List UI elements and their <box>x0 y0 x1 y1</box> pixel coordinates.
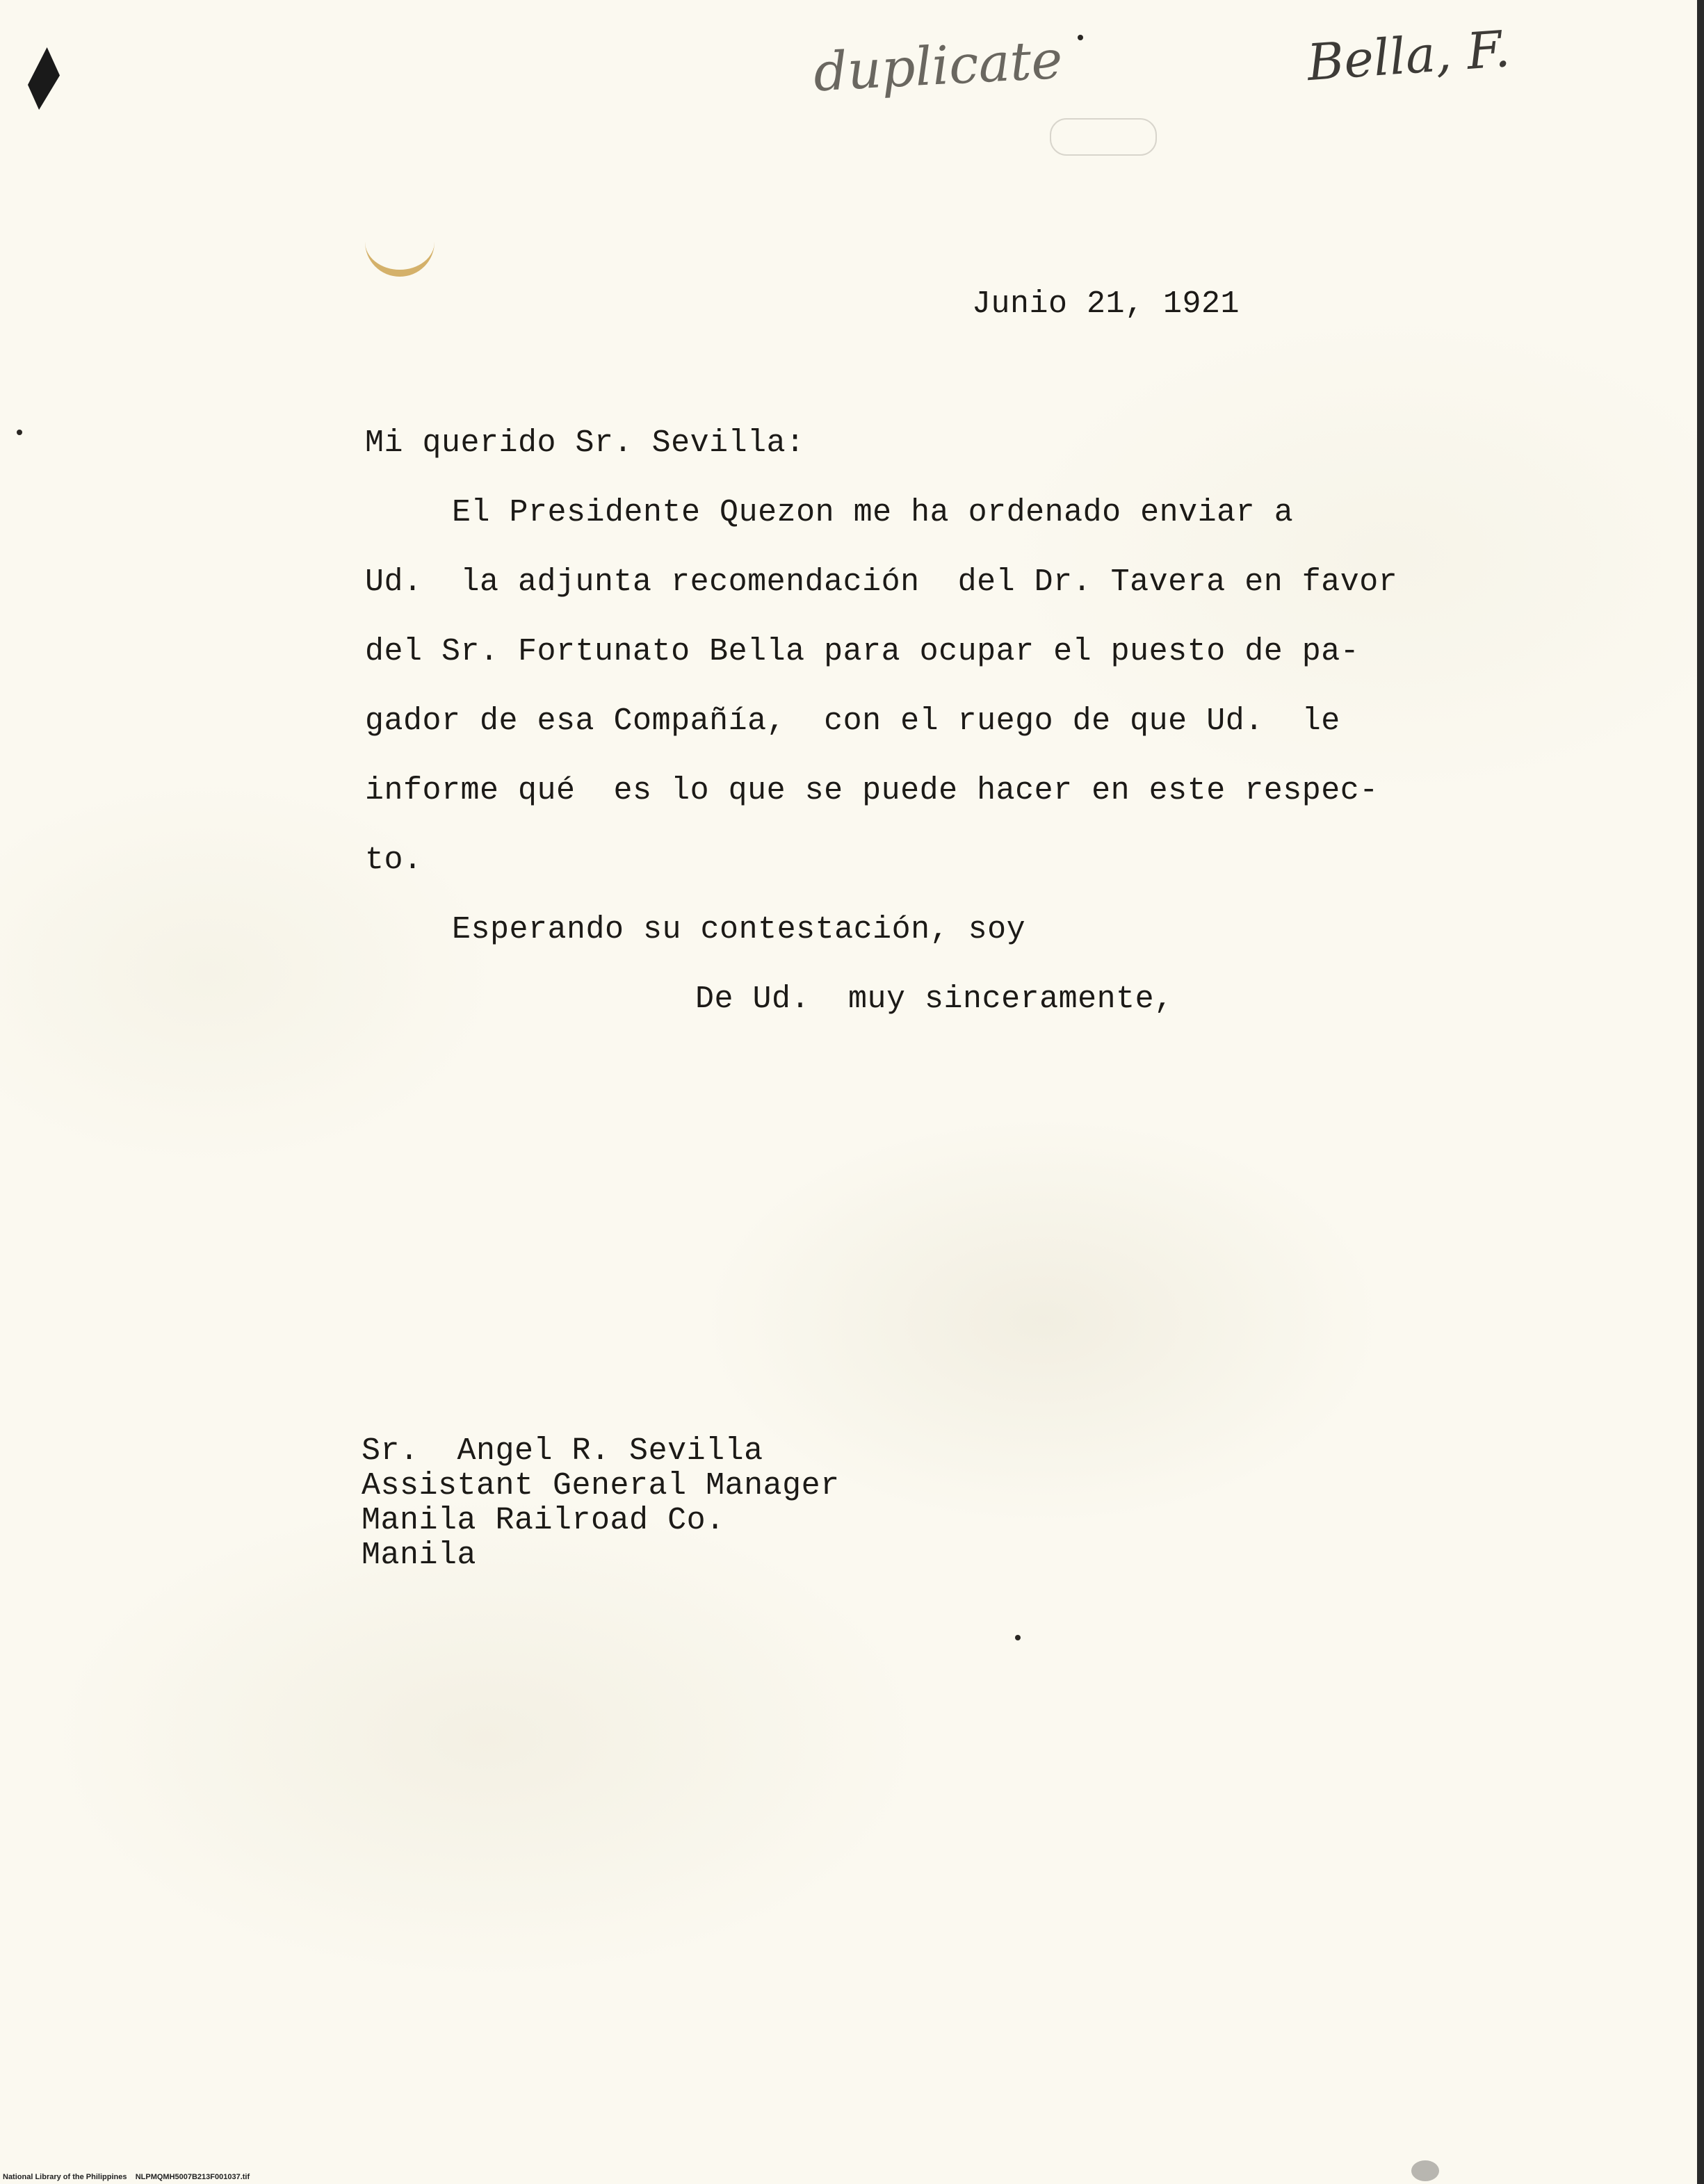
letter-date: Junio 21, 1921 <box>972 286 1240 322</box>
body-line: gador de esa Compañía, con el ruego de que Ud. le <box>365 703 1340 739</box>
archive-footer: National Library of the Philippines NLPMQMH5007B213F001037.tif <box>3 2173 250 2181</box>
body-line: to. <box>365 842 423 878</box>
body-line: Ud. la adjunta recomendación del Dr. Tavera en favor <box>365 564 1398 600</box>
ink-dot <box>17 430 22 435</box>
scan-edge <box>1697 0 1704 2184</box>
ink-dot <box>1015 1635 1021 1640</box>
body-line: informe qué es lo que se puede hacer en este respec- <box>365 773 1379 808</box>
body-line: El Presidente Quezon me ha ordenado enviar a <box>452 495 1294 530</box>
tape-residue <box>1050 118 1157 156</box>
punch-hole <box>1411 2160 1439 2181</box>
stain-mark <box>365 221 435 277</box>
closing-paragraph: Esperando su contestación, soy <box>452 912 1026 947</box>
ink-dot <box>1078 35 1083 40</box>
recipient-name: Sr. Angel R. Sevilla <box>362 1433 763 1469</box>
corner-mark <box>28 47 60 110</box>
handwritten-note-duplicate: duplicate <box>811 28 1064 104</box>
body-line: del Sr. Fortunato Bella para ocupar el puesto de pa- <box>365 634 1360 669</box>
salutation: Mi querido Sr. Sevilla: <box>365 425 805 461</box>
complimentary-close: De Ud. muy sinceramente, <box>695 981 1174 1017</box>
recipient-city: Manila <box>362 1538 477 1573</box>
handwritten-note-name: Bella, F. <box>1305 19 1512 92</box>
recipient-title: Assistant General Manager <box>362 1468 840 1503</box>
recipient-company: Manila Railroad Co. <box>362 1503 725 1538</box>
